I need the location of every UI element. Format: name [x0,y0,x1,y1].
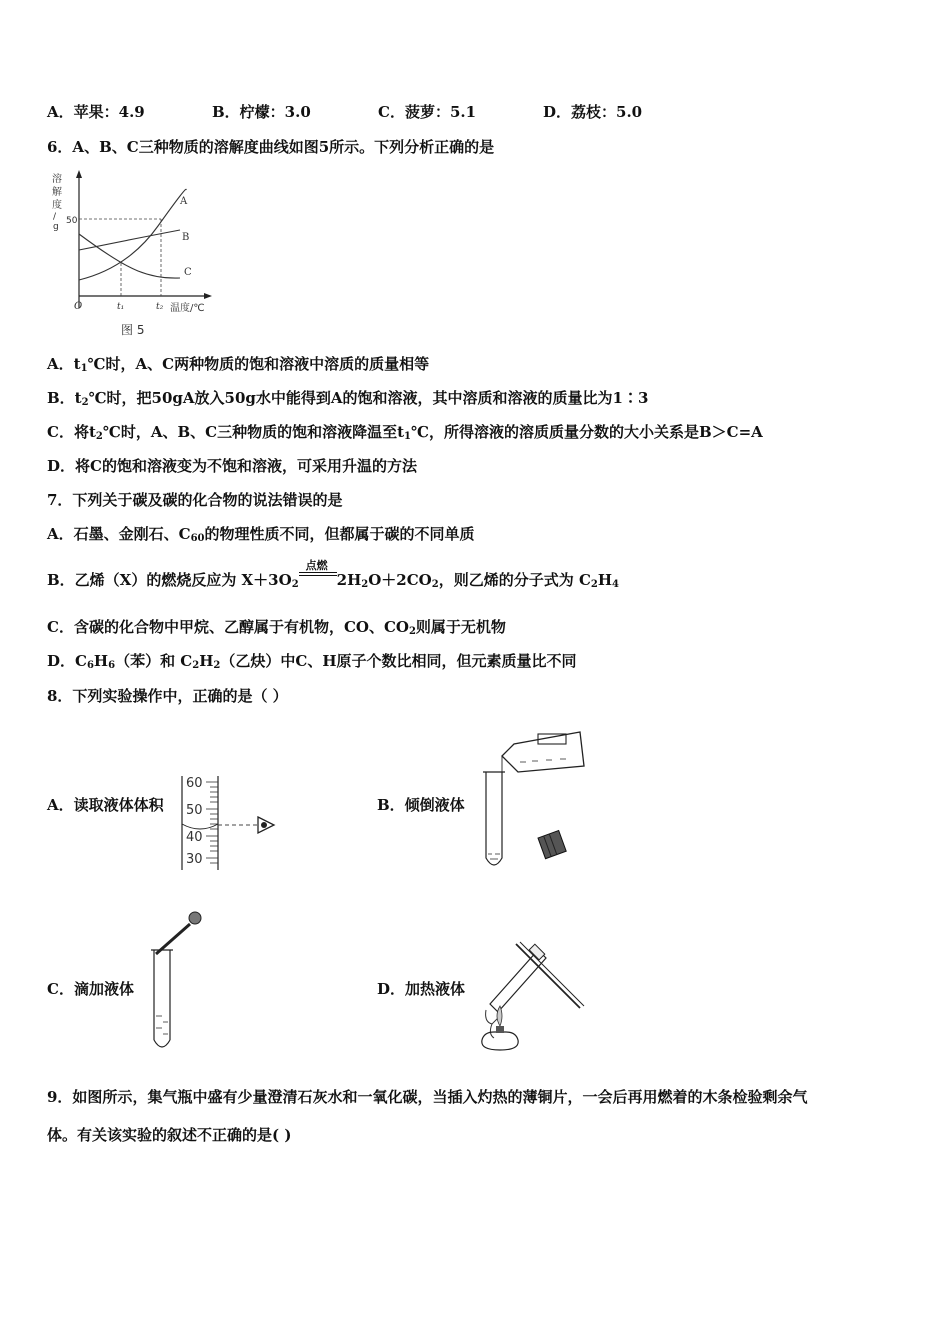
y-axis-label-4: / [53,212,57,222]
q8-option-d: D．加热液体 [377,980,466,998]
q7-option-a: A．石墨、金刚石、$C_{60}$的物理性质不同，但都属于碳的不同单质 [47,525,475,544]
test-tube-holder [516,944,580,1008]
curve-a [79,189,186,280]
q5-option-c: C．菠萝：5.1 [378,103,477,121]
q6-option-b: B．$t_2℃$时，把50gA放入50g水中能得到A的饱和溶液，其中溶质和溶液的质量比为1∶3 [47,389,649,408]
reaction-arrow [299,559,337,590]
bottle-stopper [538,830,566,858]
curve-label-a: A [180,196,188,207]
q8-option-a: A．读取液体体积 [47,796,164,814]
y-axis-label-2: 解 [52,187,62,198]
graduated-cylinder-figure [176,772,286,874]
q9-line-1: 9．如图所示，集气瓶中盛有少量澄清石灰水和一氧化碳，当插入灼热的薄铜片，一会后再用燃着的木条检验剩余气 [47,1088,808,1106]
q5-option-b: B．柠檬：3.0 [212,103,311,121]
x-tick-t1: t₁ [117,302,125,312]
cylinder-tick-50: 50 [186,803,203,818]
y-axis-label-3: 度 [52,200,62,211]
y-tick-50: 50 [66,216,78,226]
curve-b [79,230,180,250]
curve-label-c: C [184,267,192,278]
q6-stem: 6．A、B、C三种物质的溶解度曲线如图5所示。下列分析正确的是 [47,138,495,156]
q7-option-b: B．乙烯（X）的燃烧反应为 $X+3O_2$ 点燃 $2H_2O+2CO_2$，则乙烯的分子式为 $C_2H_4$ [47,570,619,590]
q8-option-c: C．滴加液体 [47,980,134,998]
dropping-liquid-figure [142,906,212,1056]
pouring-liquid-figure [476,726,596,878]
cylinder-tick-60: 60 [186,776,203,791]
alcohol-lamp [482,1032,518,1050]
y-axis-label-1: 溶 [52,174,62,185]
q8-option-b: B．倾倒液体 [377,796,465,814]
q5-option-d: D．荔枝：5.0 [543,103,643,121]
q6-option-a: A．$t_1℃$时，A、C两种物质的饱和溶液中溶质的质量相等 [47,355,430,374]
figure-caption: 图 5 [121,323,145,337]
q5-option-a: A．苹果：4.9 [47,103,145,121]
cylinder-tick-40: 40 [186,830,203,845]
q8-stem: 8．下列实验操作中，正确的是（ ） [47,687,288,705]
cylinder-tick-30: 30 [186,852,203,867]
q7-stem: 7．下列关于碳及碳的化合物的说法错误的是 [47,491,343,509]
q7-option-d: D．$C_6H_6$（苯）和 $C_2H_2$（乙炔）中C、H原子个数比相同，但元素质量比不同 [47,652,577,671]
y-axis-label-5: g [53,222,59,232]
heating-liquid-figure [470,936,588,1054]
x-tick-t2: t₂ [156,302,164,312]
solubility-chart [48,168,218,343]
curve-label-b: B [182,232,190,243]
q6-option-d: D．将C的饱和溶液变为不饱和溶液，可采用升温的方法 [47,457,417,475]
reaction-condition: 点燃 [305,559,328,572]
x-axis-label: 温度/℃ [170,303,205,314]
q9-line-2: 体。有关该实验的叙述不正确的是( ) [47,1126,292,1144]
q7-option-c: C．含碳的化合物中甲烷、乙醇属于有机物，CO、$CO_2$则属于无机物 [47,618,506,637]
q6-option-c: C．将$t_2℃$时，A、B、C三种物质的饱和溶液降温至$t_1℃$，所得溶液的溶质质量分数的大小关系是B＞C=A [47,423,763,442]
origin-label: O [74,301,83,312]
